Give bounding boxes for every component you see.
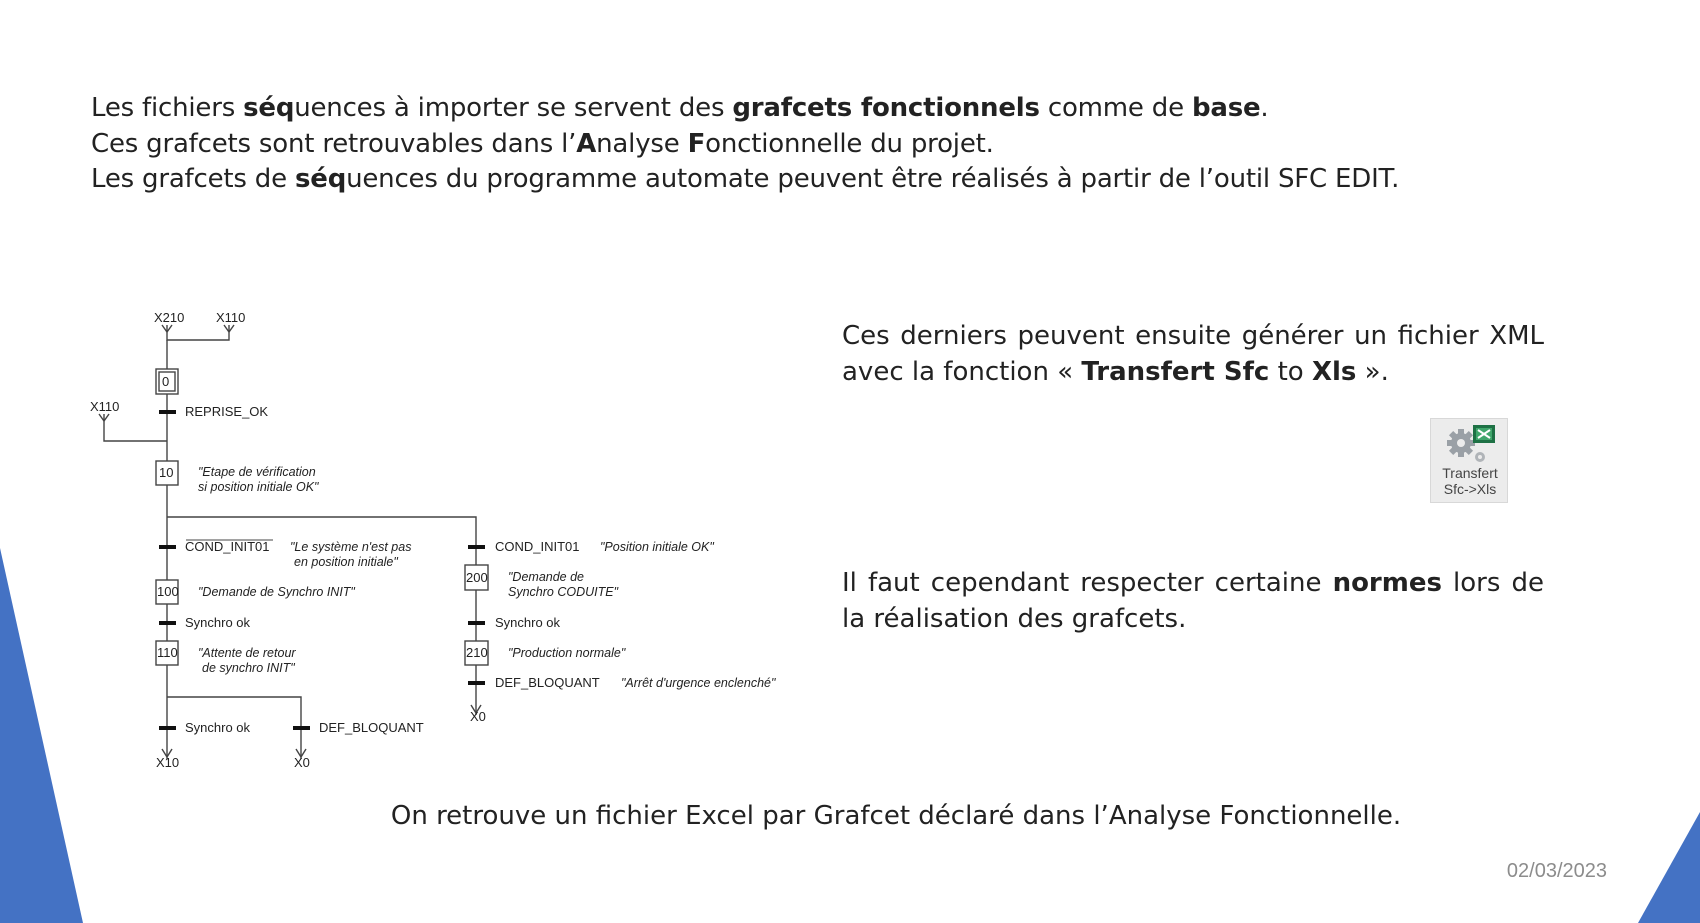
transition-def-right <box>468 681 485 685</box>
jump-x10: X10 <box>156 755 180 770</box>
step-10-label: 10 <box>159 465 174 480</box>
t-synchro-left-label: Synchro ok <box>185 615 251 630</box>
t-cond-left-label: COND_INIT01 <box>185 539 270 554</box>
step-100-label: 100 <box>157 584 179 599</box>
step-210-label: 210 <box>466 645 488 660</box>
step200-comment-2: Synchro CODUITE" <box>508 585 619 599</box>
grafcet-diagram <box>0 0 820 790</box>
transition-synchro-2 <box>159 726 176 730</box>
jump-x0-left: X0 <box>294 755 310 770</box>
step100-comment: "Demande de Synchro INIT" <box>198 585 355 599</box>
t-cond-left-comment-1: "Le système n'est pas <box>290 540 412 554</box>
bottom-text: On retrouve un fichier Excel par Grafcet déclaré dans l’Analyse Fonctionnelle. <box>390 801 1402 831</box>
transition-cond-left <box>159 545 176 549</box>
transition-def-left <box>293 726 310 730</box>
link-x210: X210 <box>154 310 185 325</box>
transfert-sfc-xls-button[interactable] <box>1430 418 1508 503</box>
step210-comment: "Production normale" <box>508 646 626 660</box>
t-cond-left-comment-2: en position initiale" <box>294 555 398 569</box>
t-cond-right-label: COND_INIT01 <box>495 539 580 554</box>
intro-line-3: Les grafcets de séquences du programme automate peuvent être réalisés à partir de l’outil SFC EDIT. <box>91 164 1400 194</box>
t-synchro-right-label: Synchro ok <box>495 615 561 630</box>
step110-comment-1: "Attente de retour <box>198 646 296 660</box>
t-synchro-2-label: Synchro ok <box>185 720 251 735</box>
transition-cond-right <box>468 545 485 549</box>
link-left-x110: X110 <box>90 399 120 414</box>
link-x110: X110 <box>216 310 246 325</box>
norms-paragraph: Il faut cependant respecter certaine normes lors de la réalisation des grafcets. <box>842 568 1544 634</box>
t-cond-right-comment: "Position initiale OK" <box>600 540 714 554</box>
t-def-right-comment: "Arrêt d'urgence enclenché" <box>621 676 776 690</box>
step200-comment-1: "Demande de <box>508 570 585 584</box>
transition-synchro-right <box>468 621 485 625</box>
transition-reprise-ok <box>159 410 176 414</box>
transfer-paragraph: Ces derniers peuvent ensuite générer un fichier XML avec la fonction « Transfert Sfc to Xls ». <box>842 321 1544 387</box>
step10-comment-2: si position initiale OK" <box>198 480 319 494</box>
tool-button-label: Transfert Sfc->Xls <box>1442 465 1498 497</box>
step10-comment-1: "Etape de vérification <box>198 465 316 479</box>
t-def-left-label: DEF_BLOQUANT <box>319 720 424 735</box>
step-110-label: 110 <box>157 645 178 660</box>
intro-line-1: Les fichiers séquences à importer se servent des grafcets fonctionnels comme de base. <box>91 93 1269 123</box>
step-200-label: 200 <box>466 570 488 585</box>
t-def-right-label: DEF_BLOQUANT <box>495 675 600 690</box>
gear-excel-icon <box>1443 423 1497 465</box>
jump-x0-right: X0 <box>470 709 486 724</box>
step-0-label: 0 <box>162 374 170 389</box>
step110-comment-2: de synchro INIT" <box>202 661 295 675</box>
transition-synchro-left <box>159 621 176 625</box>
t-reprise-label: REPRISE_OK <box>185 404 269 419</box>
intro-line-2: Ces grafcets sont retrouvables dans l’Analyse Fonctionnelle du projet. <box>91 128 994 159</box>
slide-date: 02/03/2023 <box>1506 860 1607 882</box>
